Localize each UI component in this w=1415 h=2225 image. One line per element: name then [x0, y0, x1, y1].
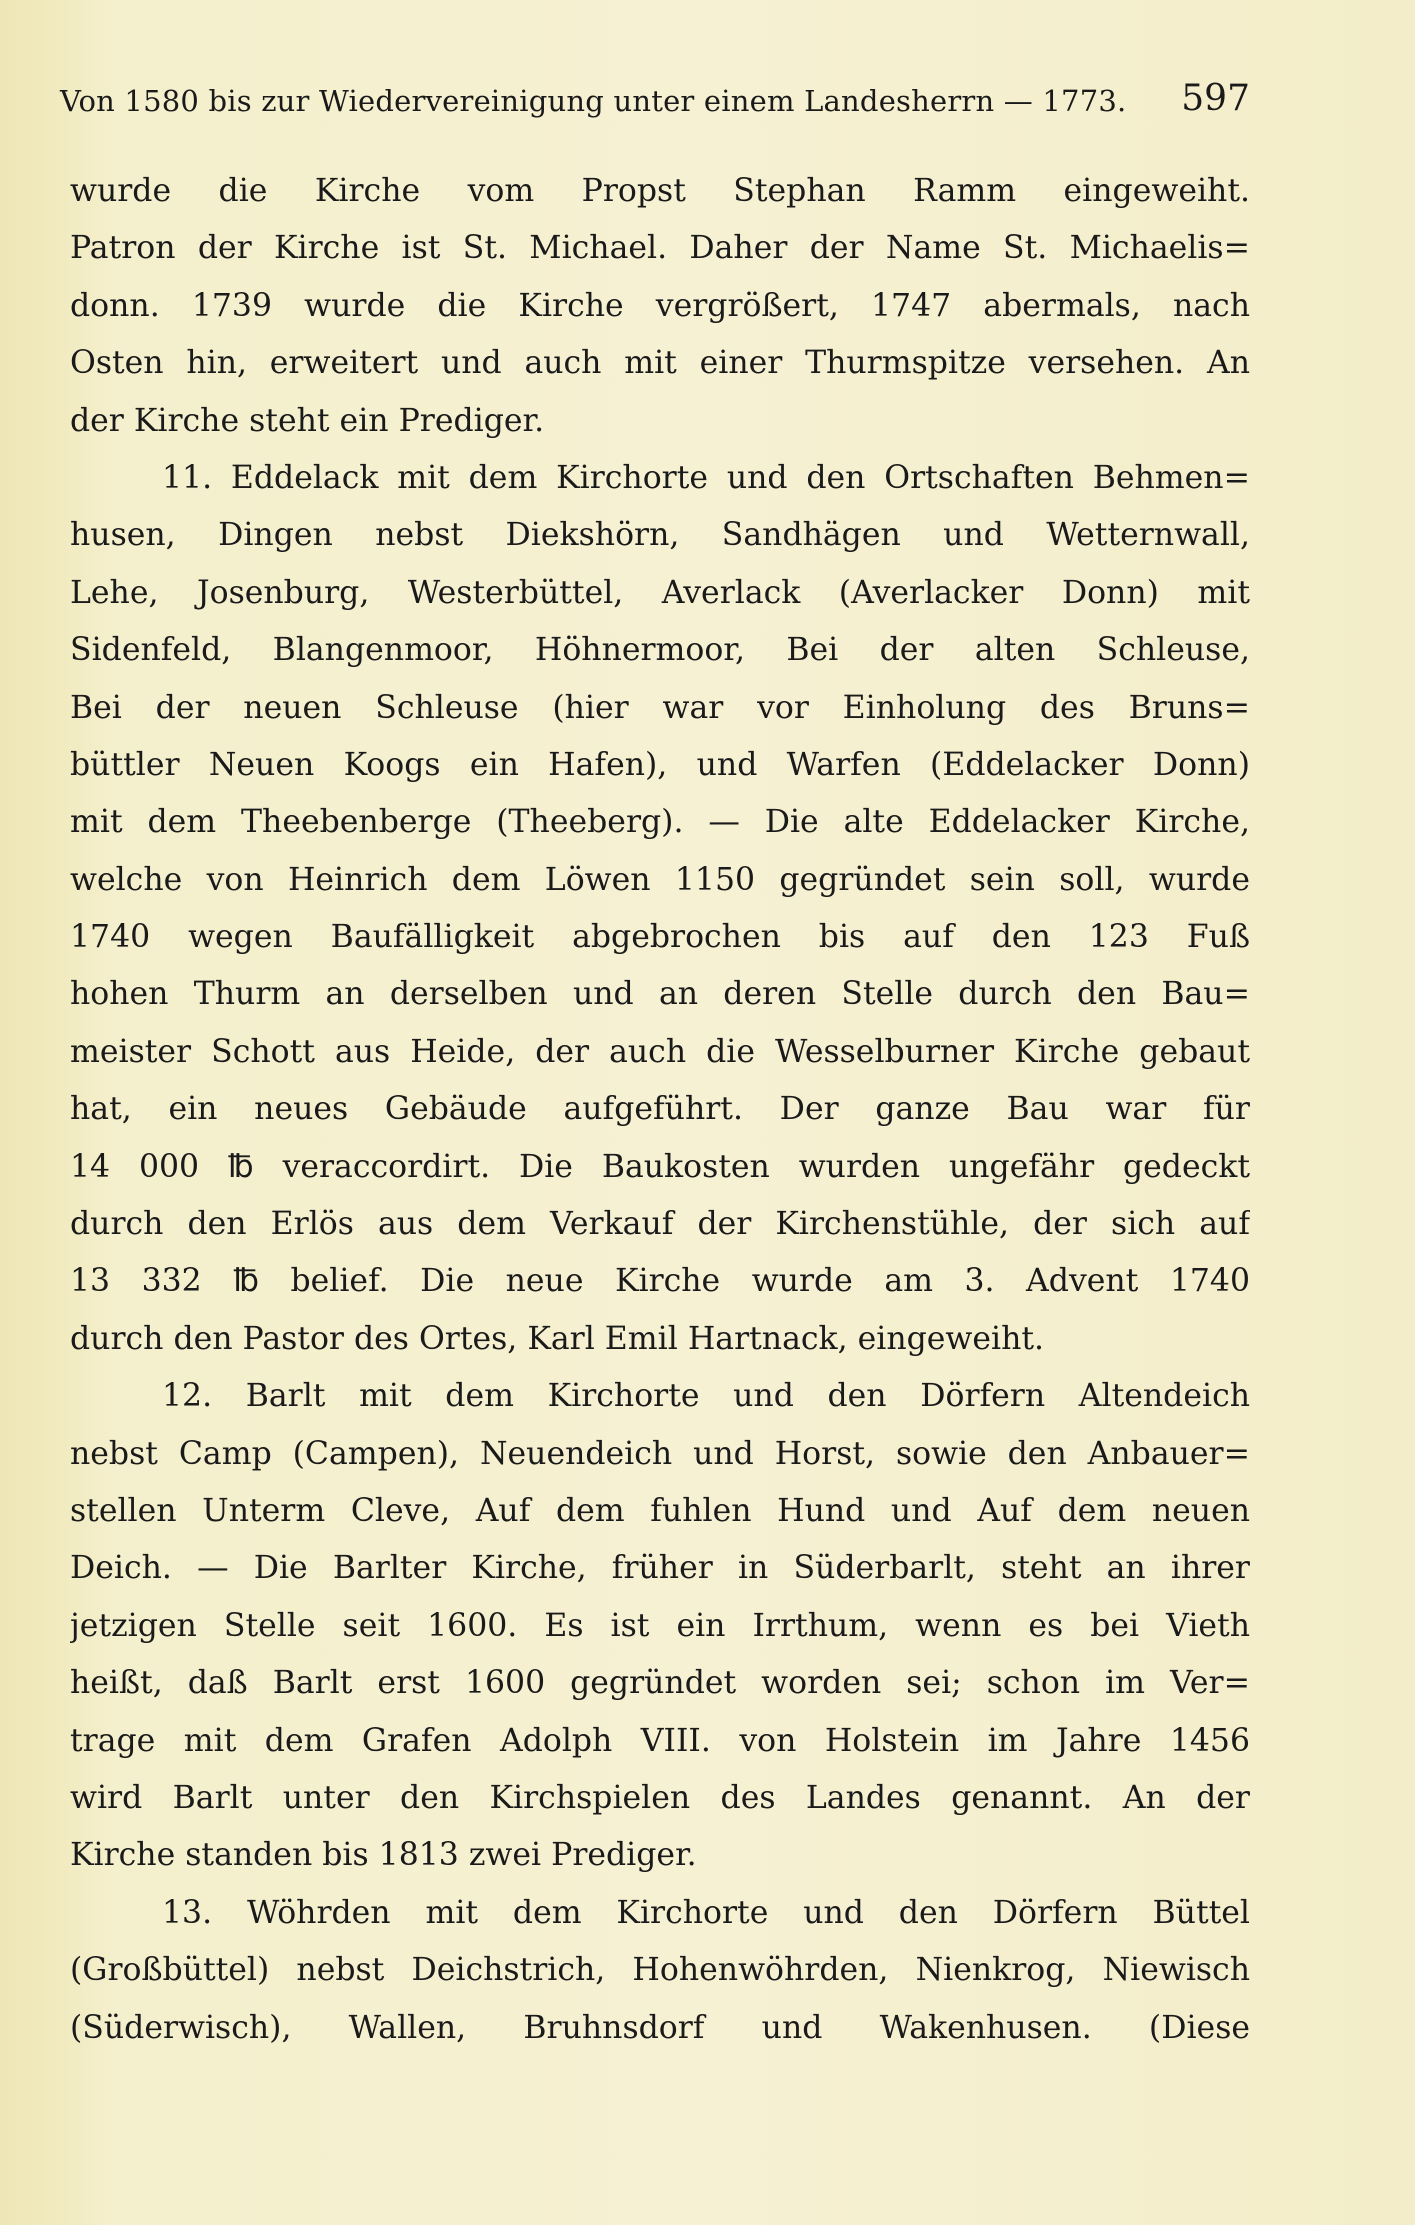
text-line: durch den Pastor des Ortes, Karl Emil Hartnack, eingeweiht. [70, 1320, 1045, 1357]
text-line: welche von Heinrich dem Löwen 1150 gegründet sein soll, wurde [70, 861, 1250, 898]
text-line: büttler Neuen Koogs ein Hafen), und Warfen (Eddelacker Donn) [70, 746, 1250, 783]
text-line: hat, ein neues Gebäude aufgeführt. Der ganze Bau war für [70, 1091, 1250, 1128]
text-line: (Großbüttel) nebst Deichstrich, Hohenwöhrden, Nienkrog, Niewisch [70, 1952, 1250, 1989]
running-header-title: Von 1580 bis zur Wiedervereinigung unter einem Landesherrn — 1773. [60, 84, 1127, 118]
page-number: 597 [1181, 78, 1250, 119]
text-line: heißt, daß Barlt erst 1600 gegründet worden sei; schon im Ver= [70, 1665, 1250, 1702]
text-line: durch den Erlös aus dem Verkauf der Kirchenstühle, der sich auf [70, 1206, 1250, 1243]
text-line: jetzigen Stelle seit 1600. Es ist ein Irrthum, wenn es bei Vieth [70, 1607, 1250, 1644]
text-line: 11. Eddelack mit dem Kirchorte und den Ortschaften Behmen= [162, 459, 1250, 496]
text-line: trage mit dem Grafen Adolph VIII. von Holstein im Jahre 1456 [70, 1722, 1250, 1759]
text-line: 1740 wegen Baufälligkeit abgebrochen bis auf den 123 Fuß [70, 919, 1250, 956]
text-line: stellen Unterm Cleve, Auf dem fuhlen Hund und Auf dem neuen [70, 1492, 1250, 1529]
text-line: donn. 1739 wurde die Kirche vergrößert, 1747 abermals, nach [70, 287, 1250, 324]
text-line: (Süderwisch), Wallen, Bruhnsdorf und Wakenhusen. (Diese [70, 2009, 1250, 2046]
text-line: meister Schott aus Heide, der auch die Wesselburner Kirche gebaut [70, 1033, 1250, 1070]
text-line: wird Barlt unter den Kirchspielen des Landes genannt. An der [70, 1779, 1250, 1816]
text-line: Kirche standen bis 1813 zwei Prediger. [70, 1837, 697, 1874]
text-line: hohen Thurm an derselben und an deren Stelle durch den Bau= [70, 976, 1250, 1013]
text-line: Sidenfeld, Blangenmoor, Höhnermoor, Bei der alten Schleuse, [70, 632, 1250, 669]
text-line: Lehe, Josenburg, Westerbüttel, Averlack (Averlacker Donn) mit [70, 574, 1250, 611]
text-line: 14 000 ℔ veraccordirt. Die Baukosten wurden ungefähr gedeckt [70, 1148, 1250, 1185]
text-line: der Kirche steht ein Prediger. [70, 402, 545, 439]
text-line: Deich. — Die Barlter Kirche, früher in Süderbarlt, steht an ihrer [70, 1550, 1250, 1587]
text-line: 12. Barlt mit dem Kirchorte und den Dörfern Altendeich [162, 1378, 1250, 1415]
text-line: husen, Dingen nebst Diekshörn, Sandhägen und Wetternwall, [70, 517, 1250, 554]
text-line: 13. Wöhrden mit dem Kirchorte und den Dörfern Büttel [162, 1894, 1250, 1931]
text-line: mit dem Theebenberge (Theeberg). — Die alte Eddelacker Kirche, [70, 804, 1250, 841]
text-line: nebst Camp (Campen), Neuendeich und Horst, sowie den Anbauer= [70, 1435, 1250, 1472]
text-line: Bei der neuen Schleuse (hier war vor Einholung des Bruns= [70, 689, 1250, 726]
body-text [70, 163, 1250, 2057]
running-header [60, 78, 1250, 128]
text-line: wurde die Kirche vom Propst Stephan Ramm eingeweiht. [70, 173, 1250, 209]
text-line: Patron der Kirche ist St. Michael. Daher der Name St. Michaelis= [70, 230, 1250, 267]
text-line: 13 332 ℔ belief. Die neue Kirche wurde am 3. Advent 1740 [70, 1263, 1250, 1300]
text-line: Osten hin, erweitert und auch mit einer Thurmspitze versehen. An [70, 345, 1250, 382]
